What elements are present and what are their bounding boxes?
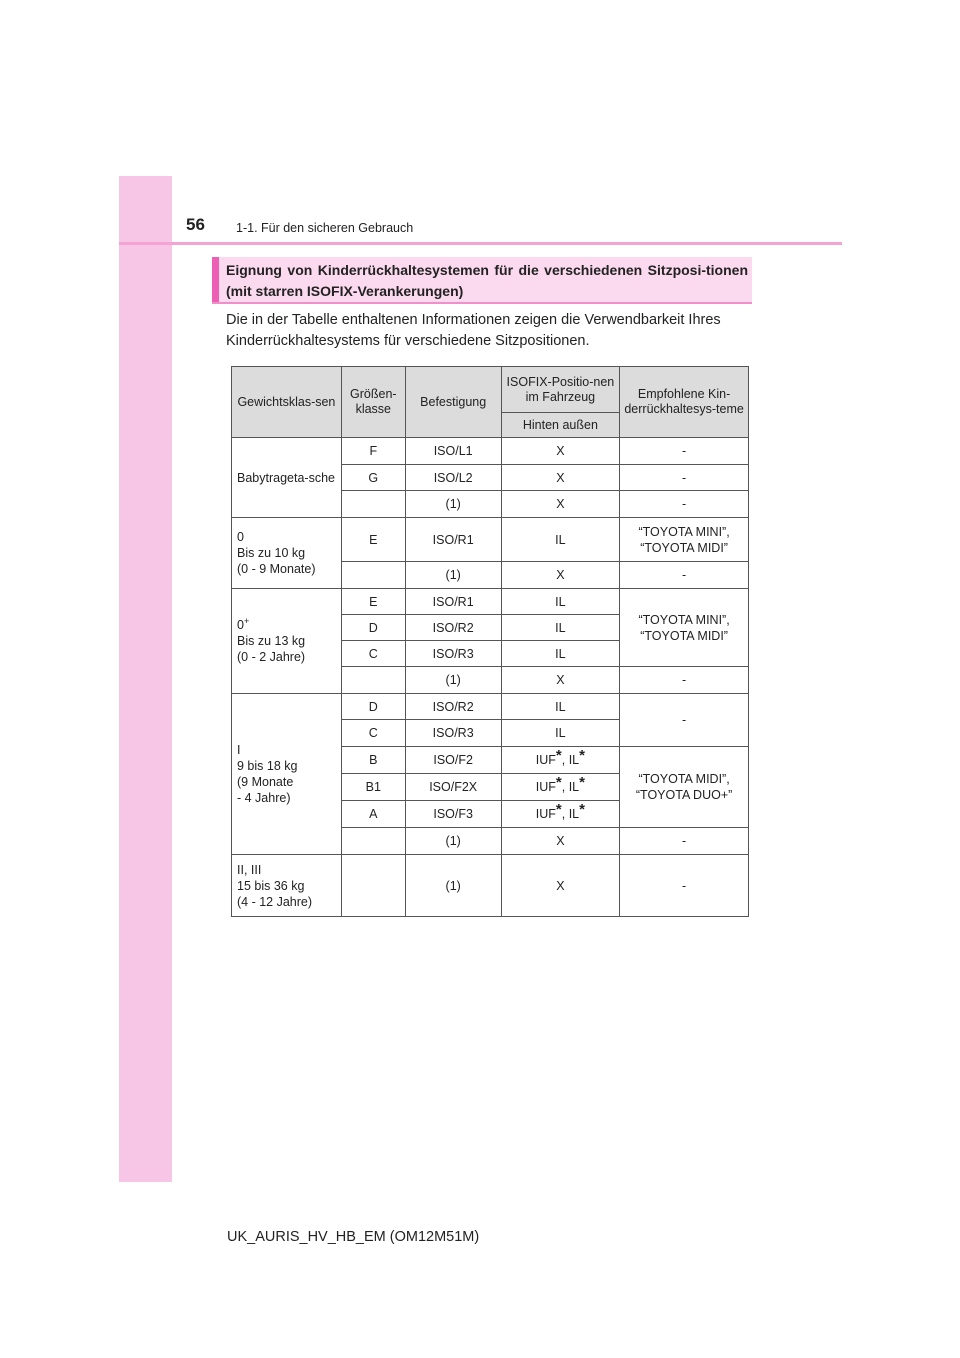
pos-iuf: IUF xyxy=(535,807,556,821)
cell-recommended: “TOYOTA MINI”, “TOYOTA MIDI” xyxy=(620,518,749,562)
topic-heading-box xyxy=(212,257,752,304)
group-1: I 9 bis 18 kg (9 Monate - 4 Jahre) xyxy=(232,694,342,855)
cell-position: X xyxy=(501,828,620,855)
table-row xyxy=(232,589,749,615)
group-0-plus-detail: Bis zu 13 kg (0 - 2 Jahre) xyxy=(237,634,306,664)
cell-position: X xyxy=(501,855,620,917)
cell-fixture: ISO/R1 xyxy=(405,518,501,562)
cell-size xyxy=(341,491,405,518)
group-0-plus-label: 0 xyxy=(237,618,244,632)
cell-recommended: - xyxy=(620,828,749,855)
cell-recommended: “TOYOTA MIDI”, “TOYOTA DUO+” xyxy=(620,747,749,828)
cell-fixture: ISO/F2 xyxy=(405,747,501,774)
cell-fixture: (1) xyxy=(405,855,501,917)
asterisk-note: * xyxy=(555,774,562,791)
cell-position: IL xyxy=(501,720,620,747)
cell-size: B1 xyxy=(341,774,405,801)
cell-size: E xyxy=(341,518,405,562)
asterisk-note: * xyxy=(579,801,585,818)
cell-size: C xyxy=(341,720,405,747)
cell-position: X xyxy=(501,667,620,694)
header-fixture: Befestigung xyxy=(405,367,501,438)
group-2-3: II, III 15 bis 36 kg (4 - 12 Jahre) xyxy=(232,855,342,917)
table-row xyxy=(232,694,749,720)
cell-fixture: ISO/R2 xyxy=(405,694,501,720)
group-0-plus xyxy=(232,589,342,694)
cell-position: IL xyxy=(501,694,620,720)
cell-position xyxy=(501,774,620,801)
cell-position: X xyxy=(501,491,620,518)
pos-il: , IL xyxy=(561,753,580,767)
cell-position: X xyxy=(501,465,620,491)
cell-size xyxy=(341,828,405,855)
cell-recommended: - xyxy=(620,694,749,747)
page-number: 56 xyxy=(186,215,205,234)
cell-size xyxy=(341,562,405,589)
pos-iuf: IUF xyxy=(535,780,556,794)
cell-position: IL xyxy=(501,518,620,562)
child-restraint-table xyxy=(231,366,749,917)
cell-size xyxy=(341,855,405,917)
cell-position: X xyxy=(501,438,620,465)
section-title: 1-1. Für den sicheren Gebrauch xyxy=(236,221,414,235)
cell-position: IL xyxy=(501,589,620,615)
pos-il: , IL xyxy=(561,807,580,821)
header-weight-class: Gewichtsklas-sen xyxy=(232,367,342,438)
cell-fixture: (1) xyxy=(405,667,501,694)
cell-recommended: - xyxy=(620,667,749,694)
cell-size: D xyxy=(341,615,405,641)
asterisk-note: * xyxy=(555,747,562,764)
cell-fixture: (1) xyxy=(405,491,501,518)
cell-recommended: “TOYOTA MINI”, “TOYOTA MIDI” xyxy=(620,589,749,667)
table-row xyxy=(232,855,749,917)
group-carrycot: Babytrageta-sche xyxy=(232,438,342,518)
cell-fixture: ISO/R3 xyxy=(405,720,501,747)
table-row xyxy=(232,518,749,562)
side-color-band xyxy=(119,176,172,1182)
cell-size: E xyxy=(341,589,405,615)
cell-size: B xyxy=(341,747,405,774)
cell-position: IL xyxy=(501,615,620,641)
header-rear-outboard: Hinten außen xyxy=(501,413,620,438)
cell-size: D xyxy=(341,694,405,720)
cell-fixture: ISO/R1 xyxy=(405,589,501,615)
asterisk-note: * xyxy=(555,801,562,818)
asterisk-note: * xyxy=(579,774,585,791)
asterisk-note: * xyxy=(579,747,585,764)
cell-fixture: ISO/R3 xyxy=(405,641,501,667)
cell-position xyxy=(501,801,620,828)
cell-size: A xyxy=(341,801,405,828)
topic-accent-bar xyxy=(212,257,219,302)
cell-fixture: ISO/L1 xyxy=(405,438,501,465)
cell-fixture: (1) xyxy=(405,562,501,589)
cell-recommended: - xyxy=(620,465,749,491)
cell-fixture: (1) xyxy=(405,828,501,855)
cell-fixture: ISO/L2 xyxy=(405,465,501,491)
cell-position: IL xyxy=(501,641,620,667)
group-0: 0 Bis zu 10 kg (0 - 9 Monate) xyxy=(232,518,342,589)
cell-fixture: ISO/F3 xyxy=(405,801,501,828)
header-divider xyxy=(119,242,842,245)
header-size-class: Größen-klasse xyxy=(341,367,405,438)
header-isofix-positions: ISOFIX-Positio-nen im Fahrzeug xyxy=(501,367,620,413)
cell-fixture: ISO/R2 xyxy=(405,615,501,641)
cell-recommended: - xyxy=(620,855,749,917)
cell-position xyxy=(501,747,620,774)
header-recommended: Empfohlene Kin-derrückhaltesys-teme xyxy=(620,367,749,438)
intro-paragraph: Die in der Tabelle enthaltenen Informationen zeigen die Verwendbarkeit Ihres Kinderrückhaltesystems für verschiedene Sitzpositionen. xyxy=(226,312,721,349)
pos-iuf: IUF xyxy=(535,753,556,767)
cell-recommended: - xyxy=(620,491,749,518)
cell-position: X xyxy=(501,562,620,589)
pos-il: , IL xyxy=(561,780,580,794)
group-0-plus-sup: + xyxy=(243,615,250,626)
cell-size xyxy=(341,667,405,694)
cell-size: C xyxy=(341,641,405,667)
cell-recommended: - xyxy=(620,438,749,465)
cell-size: G xyxy=(341,465,405,491)
cell-fixture: ISO/F2X xyxy=(405,774,501,801)
topic-heading: Eignung von Kinderrückhaltesystemen für die verschiedenen Sitzposi-tionen (mit starren ISOFIX-Verankerungen) xyxy=(226,262,748,299)
cell-size: F xyxy=(341,438,405,465)
footer-document-code: UK_AURIS_HV_HB_EM (OM12M51M) xyxy=(227,1229,480,1245)
cell-recommended: - xyxy=(620,562,749,589)
table-row xyxy=(232,438,749,465)
